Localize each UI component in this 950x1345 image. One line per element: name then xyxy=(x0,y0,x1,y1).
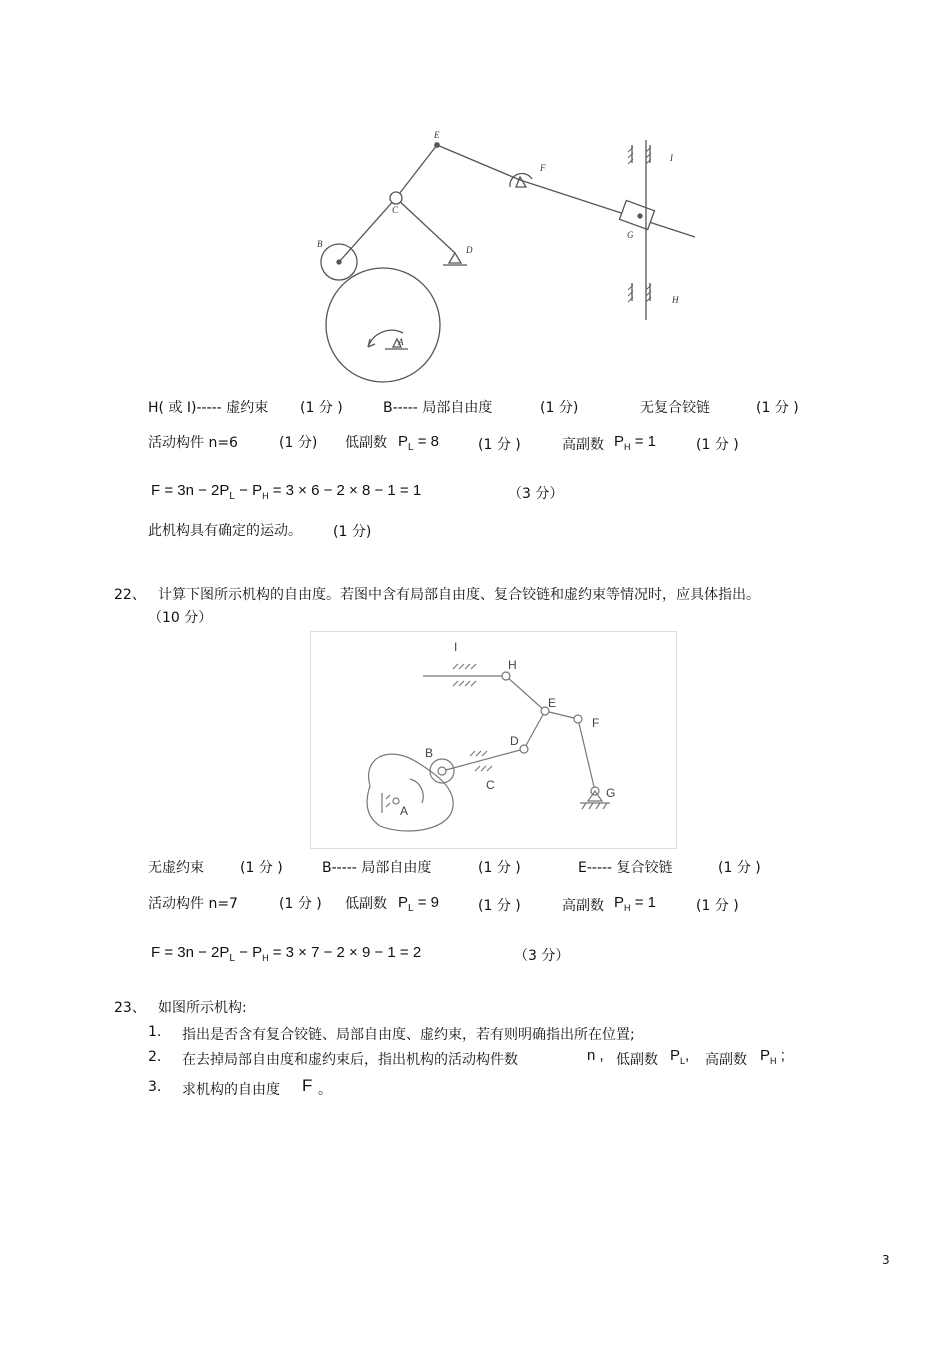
answer21-score-3: (1 分 ) xyxy=(756,400,799,416)
answer21-formula: $F = 3n - 2P_L - P_H = 3 \times 6 - 2 \times 8 - 1 = 1$ xyxy=(151,482,422,502)
fig2-label-f: F xyxy=(592,716,600,730)
page-number: 3 xyxy=(882,1253,890,1267)
fig2-label-g: G xyxy=(606,786,616,800)
fig1-label-e: E xyxy=(434,130,440,140)
answer22-ph-score: (1 分 ) xyxy=(696,898,739,914)
answer21-formula-score: （3 分） xyxy=(508,486,564,502)
answer21-pl-label: 低副数 xyxy=(345,435,387,451)
answer21-ph-score: (1 分 ) xyxy=(696,437,739,453)
answer22-score-1: (1 分 ) xyxy=(240,860,283,876)
answer22-pl-value: $P_L = 9$ xyxy=(398,894,440,914)
q22-points: （10 分） xyxy=(148,610,213,626)
answer21-pl-value: $P_L = 8$ xyxy=(398,433,440,453)
fig1-label-h: H xyxy=(672,295,679,305)
answer22-pl-label: 低副数 xyxy=(345,896,387,912)
fig1-label-c: C xyxy=(392,205,399,215)
fig1-label-d: D xyxy=(466,245,473,255)
q23-item-3-text: 求机构的自由度 xyxy=(182,1082,280,1098)
answer21-n-score: (1 分) xyxy=(279,435,318,451)
q23-item-1-num: 1. xyxy=(148,1024,162,1040)
answer21-item-2: B----- 局部自由度 xyxy=(383,400,493,416)
q22-number: 22、 xyxy=(114,587,146,603)
answer22-score-2: (1 分 ) xyxy=(478,860,521,876)
fig2-label-e: E xyxy=(548,696,557,710)
q23-intro: 如图所示机构: xyxy=(158,1000,247,1016)
fig1-label-i: I xyxy=(670,153,673,163)
fig2-label-h: H xyxy=(508,658,517,672)
answer22-item-2: B----- 局部自由度 xyxy=(322,860,432,876)
answer21-item-3: 无复合铰链 xyxy=(640,400,710,416)
q23-item-2-pl: $P_L$, xyxy=(670,1047,690,1066)
answer21-n: 活动构件 n=6 xyxy=(148,435,238,451)
q23-item-2-text: 在去掉局部自由度和虚约束后，指出机构的活动构件数 xyxy=(182,1052,518,1068)
mechanism-figure-2 xyxy=(310,631,678,849)
answer21-ph-label: 高副数 xyxy=(562,437,604,453)
answer22-pl-score: (1 分 ) xyxy=(478,898,521,914)
q23-item-2-ph-label: 高副数 xyxy=(705,1052,747,1068)
answer22-n: 活动构件 n=7 xyxy=(148,896,238,912)
q23-item-2-pl-label: 低副数 xyxy=(616,1052,658,1068)
answer21-item-1: H( 或 I)----- 虚约束 xyxy=(148,400,269,416)
answer22-item-3: E----- 复合铰链 xyxy=(578,860,673,876)
fig1-label-f: F xyxy=(540,163,546,173)
answer22-formula: $F = 3n - 2P_L - P_H = 3 \times 7 - 2 \times 9 - 1 = 2$ xyxy=(151,944,422,964)
fig2-label-c: C xyxy=(486,778,495,792)
fig1-label-a: A xyxy=(398,337,404,347)
q23-item-3-num: 3. xyxy=(148,1079,162,1095)
cam-disc xyxy=(326,268,440,382)
q23-number: 23、 xyxy=(114,1000,146,1016)
answer21-conclusion: 此机构具有确定的运动。 xyxy=(148,523,302,539)
mechanism-figure-1 xyxy=(300,125,710,390)
fig2-label-b: B xyxy=(425,746,434,760)
answer22-ph-value: $P_H = 1$ xyxy=(614,894,656,913)
answer21-conclusion-score: (1 分) xyxy=(333,524,372,540)
fig1-label-b: B xyxy=(317,239,323,249)
fig2-label-a: A xyxy=(400,804,409,818)
fig1-label-g: G xyxy=(627,230,634,240)
answer22-item-1: 无虚约束 xyxy=(148,860,204,876)
answer22-score-3: (1 分 ) xyxy=(718,860,761,876)
q23-item-2-num: 2. xyxy=(148,1049,162,1065)
answer22-formula-score: （3 分） xyxy=(514,948,570,964)
fig2-label-d: D xyxy=(510,734,519,748)
fig2-label-i: I xyxy=(454,640,458,654)
q22-text: 计算下图所示机构的自由度。若图中含有局部自由度、复合铰链和虚约束等情况时，应具体指出。 xyxy=(158,587,760,603)
answer21-pl-score: (1 分 ) xyxy=(478,437,521,453)
q23-item-2-ph: $P_H$ ; xyxy=(760,1047,785,1066)
answer22-ph-label: 高副数 xyxy=(562,898,604,914)
q23-item-2-n: n , xyxy=(587,1047,604,1064)
q23-item-1-text: 指出是否含有复合铰链、局部自由度、虚约束，若有则明确指出所在位置; xyxy=(182,1027,635,1043)
answer21-score-2: (1 分) xyxy=(540,400,579,416)
answer21-score-1: (1 分 ) xyxy=(300,400,343,416)
q23-item-3-f: F xyxy=(302,1076,313,1095)
q23-item-3-end: 。 xyxy=(318,1082,332,1098)
answer21-ph-value: $P_H = 1$ xyxy=(614,433,656,452)
answer22-n-score: (1 分 ) xyxy=(279,896,322,912)
